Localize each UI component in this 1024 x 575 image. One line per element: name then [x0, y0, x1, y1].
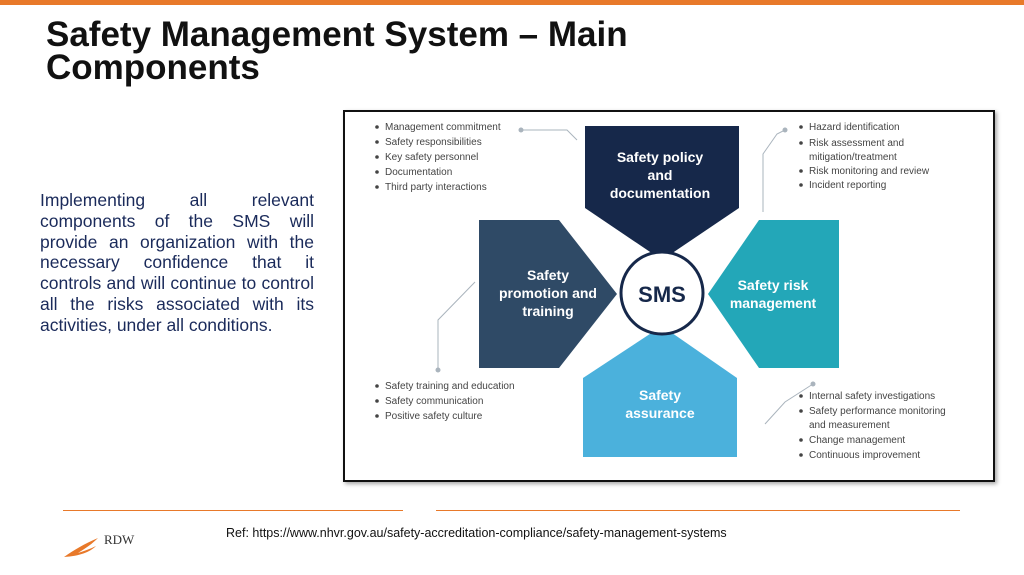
promotion-bullet-dot	[375, 399, 379, 403]
policy-bullet-dot	[375, 140, 379, 144]
promotion-label-line-2: promotion and	[499, 285, 597, 301]
top-accent-bar	[0, 0, 1024, 5]
connector-risk	[763, 130, 785, 212]
assurance-bullet-dot	[799, 453, 803, 457]
reference-citation: Ref: https://www.nhvr.gov.au/safety-accreditation-compliance/safety-management-systems	[226, 526, 727, 540]
sms-diagram-svg	[345, 112, 993, 480]
logo-feather-icon	[64, 538, 98, 557]
promotion-bullet-item: Positive safety culture	[385, 411, 483, 422]
connector-policy	[521, 130, 577, 140]
promotion-label-line-1: Safety	[526, 267, 570, 283]
policy-bullet-item: Safety responsibilities	[385, 137, 482, 148]
assurance-bullet-item: Change management	[809, 435, 906, 446]
risk-bullet-dot	[799, 183, 803, 187]
sms-diagram	[343, 110, 995, 482]
footer-divider-right	[436, 510, 960, 511]
connector-dot-policy	[519, 128, 524, 133]
promotion-bullet-item: Safety training and education	[385, 381, 515, 392]
risk-bullet-dot	[799, 169, 803, 173]
assurance-bullet-item-continued: and measurement	[809, 420, 890, 431]
risk-bullet-item: Hazard identification	[809, 122, 900, 133]
risk-bullet-dot	[799, 125, 803, 129]
risk-bullet-item: Risk assessment and	[809, 138, 905, 149]
assurance-label-line-1: Safety	[638, 387, 682, 403]
promotion-bullet-item: Safety communication	[385, 396, 484, 407]
policy-bullet-dot	[375, 185, 379, 189]
promotion-label-line-3: training	[522, 303, 574, 319]
assurance-bullet-dot	[799, 394, 803, 398]
assurance-label-line-2: assurance	[625, 405, 695, 421]
logo-text: RDW	[104, 532, 135, 547]
policy-bullet-item: Key safety personnel	[385, 152, 479, 163]
policy-bullet-item: Third party interactions	[385, 182, 487, 193]
promotion-bullet-dot	[375, 384, 379, 388]
risk-shape	[708, 220, 839, 368]
risk-label-line-2: management	[729, 295, 817, 311]
policy-label-line-2: and	[647, 167, 673, 183]
connector-promotion	[438, 282, 475, 370]
policy-label-line-1: Safety policy	[616, 149, 704, 165]
risk-bullet-item-continued: mitigation/treatment	[809, 152, 897, 163]
assurance-bullet-item: Continuous improvement	[809, 450, 921, 461]
assurance-bullet-dot	[799, 409, 803, 413]
connector-assurance	[765, 384, 813, 424]
rdw-logo	[62, 532, 152, 562]
risk-bullet-item: Risk monitoring and review	[809, 166, 930, 177]
sms-center-label: SMS	[638, 282, 686, 307]
slide-body-text: Implementing all relevant components of the SMS will provide an organization with the necessary confidence that it controls and will continue to control all the risks associated with its activities, under all conditions.	[40, 190, 314, 335]
connector-dot-promotion	[436, 368, 441, 373]
policy-bullet-dot	[375, 170, 379, 174]
policy-bullet-item: Documentation	[385, 167, 453, 178]
risk-label-line-1: Safety risk	[737, 277, 809, 293]
connector-dot-risk	[783, 128, 788, 133]
assurance-bullet-item: Safety performance monitoring	[809, 406, 946, 417]
promotion-bullet-dot	[375, 414, 379, 418]
policy-bullet-dot	[375, 125, 379, 129]
footer-divider-left	[63, 510, 403, 511]
risk-bullet-dot	[799, 141, 803, 145]
policy-bullet-dot	[375, 155, 379, 159]
connector-dot-assurance	[811, 382, 816, 387]
policy-bullet-item: Management commitment	[385, 122, 501, 133]
risk-bullet-item: Incident reporting	[809, 180, 887, 191]
policy-label-line-3: documentation	[609, 185, 711, 201]
assurance-bullet-item: Internal safety investigations	[809, 391, 936, 402]
assurance-bullet-dot	[799, 438, 803, 442]
slide-title: Safety Management System – Main Components	[46, 15, 628, 87]
